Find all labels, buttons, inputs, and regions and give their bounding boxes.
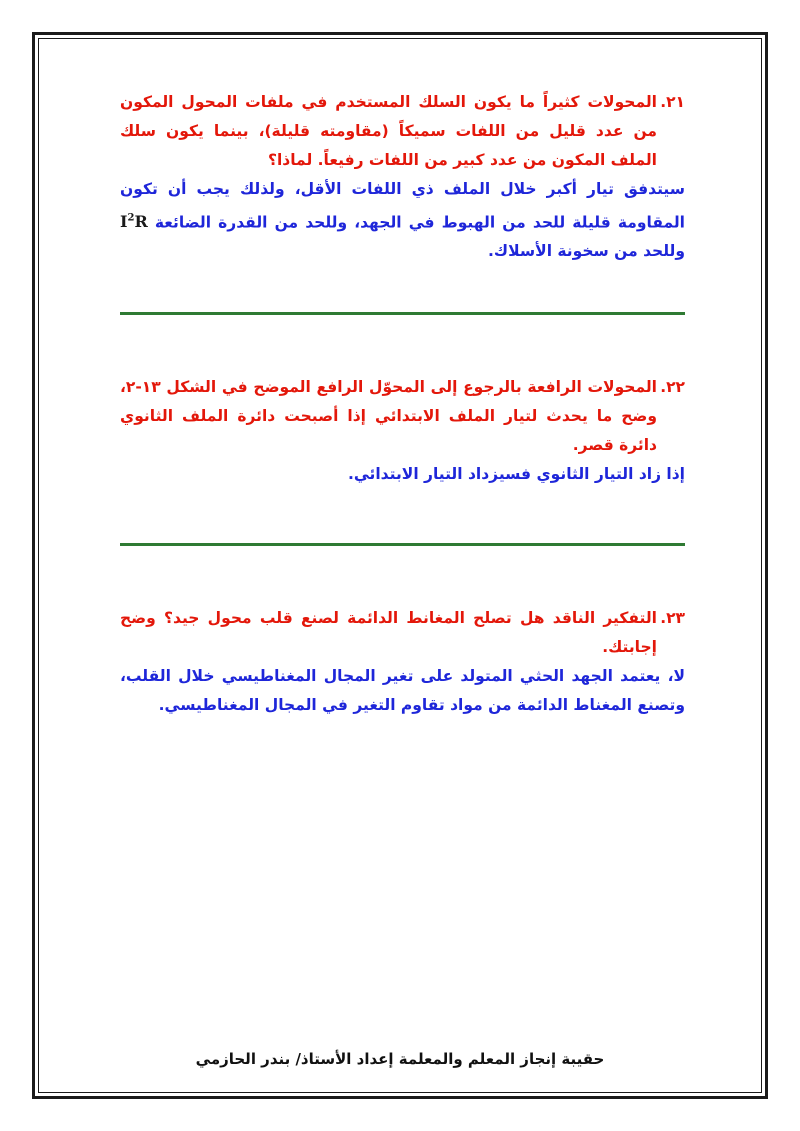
question-text: المحولات كثيراً ما يكون السلك المستخدم في ملفات المحول المكون من عدد قليل من اللفات سميكاً (مقاومته قليلة)، بينما يكون سلك الملف المكون من عدد كبير من اللفات رفيعاً. لماذا؟ (120, 93, 657, 169)
page-content (120, 88, 685, 720)
question-text: المحولات الرافعة بالرجوع إلى المحوّل الرافع الموضح في الشكل ١٣-٢، وضح ما يحدث لتيار الملف الابتدائي إذا أصبحت دائرة الملف الثانوي دائرة قصر. (120, 378, 657, 455)
formula-resistance: R (134, 212, 148, 232)
answer-23: لا، يعتمد الجهد الحثي المتولد على تغير المجال المغناطيسي خلال القلب، وتصنع المغناط الدائمة من مواد تقاوم التغير في المجال المغناطيسي. (120, 667, 685, 715)
section-divider (120, 312, 685, 315)
answer-text-continued: وللحد من سخونة الأسلاك. (488, 242, 685, 261)
question-text: التفكير الناقد هل تصلح المغانط الدائمة لصنع قلب محول جيد؟ وضح إجابتك. (120, 609, 657, 657)
formula-exponent: 2 (127, 213, 135, 224)
answer-21 (120, 175, 685, 266)
formula-current: I (120, 212, 128, 232)
question-number: ٢٢. (660, 378, 685, 397)
question-22 (120, 373, 685, 460)
item-23 (120, 604, 685, 720)
item-21 (120, 88, 685, 266)
item-22 (120, 373, 685, 489)
page-footer: حقيبة إنجاز المعلم والمعلمة إعداد الأستاذ/ بندر الحازمي (195, 1050, 605, 1068)
answer-text: سيتدفق تيار أكبر خلال الملف ذي اللفات الأقل، ولذلك يجب أن تكون المقاومة قليلة للحد من الهبوط في الجهد، وللحد من القدرة الضائعة (120, 180, 685, 232)
section-divider (120, 543, 685, 546)
question-21 (120, 88, 685, 175)
question-number: ٢١. (660, 93, 685, 111)
question-23 (120, 604, 685, 662)
power-loss-formula (120, 212, 148, 231)
question-number: ٢٣. (660, 609, 685, 628)
answer-22: إذا زاد التيار الثانوي فسيزداد التيار الابتدائي. (347, 465, 685, 484)
